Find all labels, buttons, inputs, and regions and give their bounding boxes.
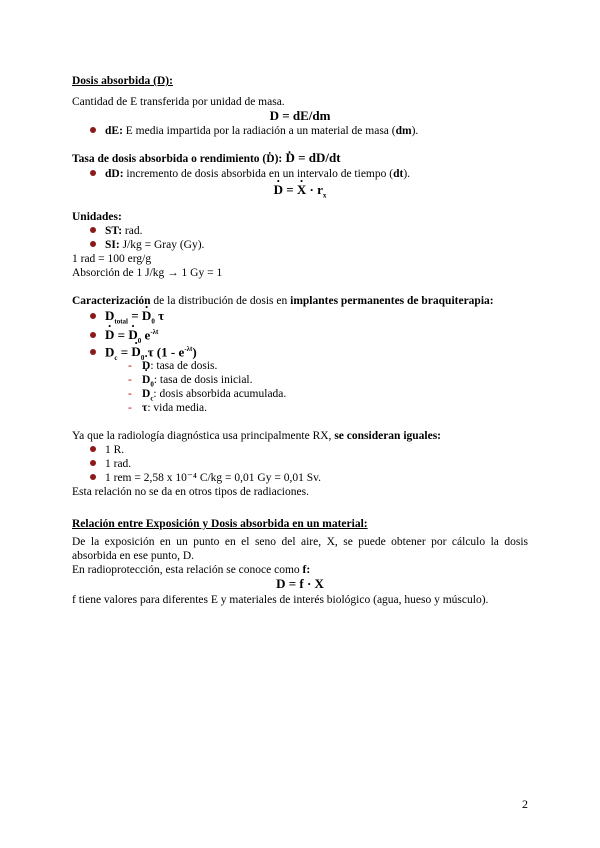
- bullet-de: dE: E media impartida por la radiación a un material de masa (dm).: [90, 124, 418, 138]
- bullet-icon: [90, 474, 96, 480]
- heading-caracterizacion: Caracterización de la distribución de dosis en implantes permanentes de braquiterapia:: [72, 295, 494, 307]
- bullet-st: ST: rad.: [90, 224, 142, 238]
- heading-tasa-dosis: Tasa de dosis absorbida o rendimiento (Ḋ): Ḋ = dD/dt: [72, 150, 341, 165]
- equation-rate: D · = X · · $r_x$: [72, 182, 528, 200]
- bullet-1rad: 1 rad.: [90, 457, 131, 471]
- heading-relacion: Relación entre Exposición y Dosis absorbida en un material:: [72, 518, 368, 530]
- rx-line: Ya que la radiología diagnóstica usa principalmente RX, se consideran iguales:: [72, 430, 442, 442]
- bullet-dc: $D_c = D \cdot_0$ τ $(1 - e^{-\lambda t})$: [90, 342, 197, 365]
- dash-icon: -: [128, 388, 132, 400]
- f-values-line: f tiene valores para diferentes E y materiales de interés biológico (agua, hueso y músculo).: [72, 594, 489, 606]
- dash-item-drate: - D ·: tasa de dosis.: [128, 359, 217, 373]
- bullet-icon: [90, 349, 96, 355]
- bullet-icon: [90, 170, 96, 176]
- bullet-si: SI: J/kg = Gray (Gy).: [90, 238, 204, 252]
- bullet-icon: [90, 460, 96, 466]
- radioproteccion-line: En radioprotección, esta relación se conoce como f:: [72, 564, 311, 576]
- units-line-rad: 1 rad = 100 erg/g: [72, 253, 152, 265]
- paragraph-exposicion: De la exposición en un punto en el seno del aire, X, se puede obtener por cálculo la dosis absorbida en ese punto, D.: [72, 536, 528, 562]
- bullet-icon: [90, 241, 96, 247]
- page-number: 2: [522, 797, 528, 811]
- dash-icon: -: [128, 402, 132, 414]
- bullet-1r: 1 R.: [90, 443, 124, 457]
- bullet-icon: [90, 332, 96, 338]
- dash-item-tau: - τ: vida media.: [128, 402, 208, 414]
- equation-fx: D = f · X: [276, 576, 324, 591]
- dash-item-dc: - $D_c$: dosis absorbida acumulada.: [128, 388, 287, 403]
- bullet-icon: [90, 446, 96, 452]
- bullet-drate: D · = $D \cdot_0$ $e^{-\lambda t}$: [90, 325, 158, 348]
- bullet-icon: [90, 313, 96, 319]
- equation-dose: D = dE/dm: [269, 108, 331, 123]
- dash-item-d0: - $D \cdot_0$: tasa de dosis inicial.: [128, 373, 253, 391]
- units-line-absorcion: Absorción de 1 J/kg → 1 Gy = 1: [72, 267, 223, 279]
- heading-unidades: Unidades:: [72, 211, 122, 223]
- bullet-dtotal: $D_{total} = D \cdot_0$ τ: [90, 309, 164, 329]
- bullet-icon: [90, 127, 96, 133]
- bullet-icon: [90, 227, 96, 233]
- heading-dosis-absorbida: Dosis absorbida (D):: [72, 75, 173, 87]
- definition-line: Cantidad de E transferida por unidad de masa.: [72, 96, 285, 108]
- dash-icon: -: [128, 360, 132, 372]
- bullet-dd: dD: incremento de dosis absorbida en un intervalo de tiempo (dt).: [90, 167, 410, 181]
- bullet-1rem: 1 rem = 2,58 x 10⁻⁴ C/kg = 0,01 Gy = 0,01 Sv.: [90, 471, 321, 485]
- dash-icon: -: [128, 374, 132, 386]
- relation-note: Esta relación no se da en otros tipos de radiaciones.: [72, 486, 309, 498]
